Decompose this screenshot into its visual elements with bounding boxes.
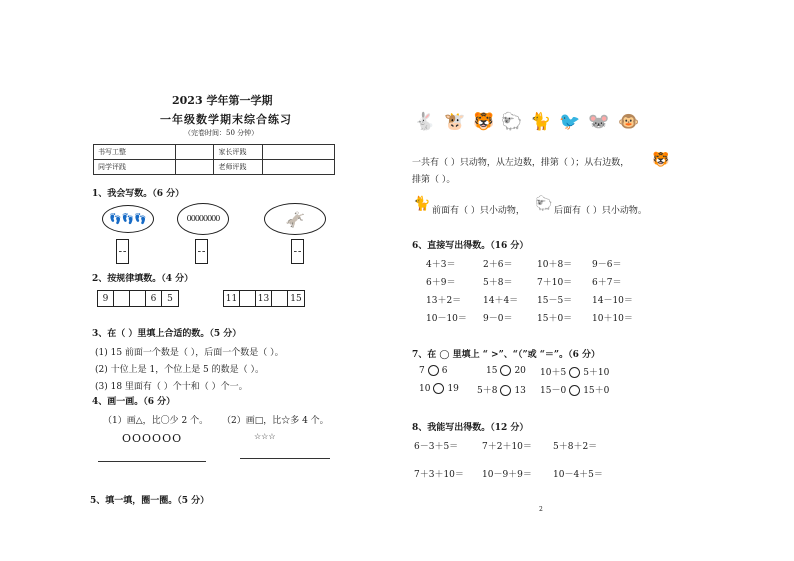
q6-item: 6＋7＝ [592, 278, 622, 288]
seq-cell[interactable]: 11 [224, 291, 240, 306]
donkey-icon: 🫏 [285, 209, 305, 229]
q4-title: 4、画一画。（6 分） [92, 397, 176, 407]
seq-cell[interactable]: 9 [98, 291, 114, 306]
q7-row-1-a [419, 365, 447, 376]
q6-item: 10＋8＝ [537, 260, 573, 270]
q8-item: 7＋3＋10＝ [414, 470, 464, 480]
q6-item: 4＋3＝ [426, 260, 456, 270]
q7-left: 5＋8 [477, 386, 498, 396]
seq-cell[interactable]: 13 [256, 291, 272, 306]
footprints-icon: 👣👣👣 [109, 213, 147, 225]
q7-row-2-b [477, 383, 526, 396]
score-cell[interactable] [175, 145, 214, 160]
q8-item: 10－9＋9＝ [482, 470, 532, 480]
exam-time: （完卷时间：50 分钟） [184, 129, 259, 137]
exam-title-subject: 一年级数学期末综合练习 [160, 113, 292, 126]
drawing-line-1[interactable] [98, 461, 206, 462]
star-shapes: ☆☆☆ [254, 432, 276, 441]
sequence-1 [97, 290, 179, 307]
q7-row-1-c [540, 365, 609, 378]
score-table [93, 144, 335, 175]
page-number: 2 [539, 506, 543, 513]
q7-right: 13 [514, 386, 526, 396]
beads-icon: 00000000 [186, 214, 220, 223]
score-label-classmate: 同学评践 [94, 160, 176, 175]
answer-box-2[interactable] [195, 239, 208, 264]
seq-cell[interactable]: 15 [290, 293, 302, 304]
answer-box-3[interactable] [291, 239, 304, 264]
q6-item: 7＋10＝ [537, 278, 573, 288]
q7-left: 15－0 [540, 386, 567, 396]
count-line: 一共有（ ）只动物，从左边数，排第（ ）；从右边数， [412, 158, 630, 168]
q6-item: 9－0＝ [483, 314, 513, 324]
q8-item: 5＋8＋2＝ [553, 442, 598, 452]
score-label-handwriting: 书写工整 [94, 145, 176, 160]
seq-cell[interactable] [240, 291, 256, 306]
rank-line: 排第（ ）。 [412, 175, 456, 185]
q6-item: 15－5＝ [537, 296, 573, 306]
q7-right: 15＋0 [583, 386, 610, 396]
exam-title-term: 2023 学年第一学期 [172, 94, 273, 107]
q1-title: 1、我会写数。（6 分） [92, 189, 185, 199]
donkey-group [264, 203, 326, 235]
footprints-group [102, 205, 154, 233]
compare-circle[interactable] [569, 385, 580, 396]
seq-cell[interactable] [130, 291, 146, 306]
q3-line-3: (3) 18 里面有（ ）个十和（ ）个一。 [95, 382, 248, 392]
score-label-parent: 家长评践 [214, 145, 262, 160]
answer-box-1[interactable] [116, 239, 129, 264]
q2-title: 2、按规律填数。（4 分） [92, 274, 194, 284]
sheep-small-icon: 🐑 [535, 196, 553, 212]
q7-left: 10 [419, 384, 431, 394]
compare-circle[interactable] [500, 385, 511, 396]
q6-item: 14－10＝ [592, 296, 633, 306]
q8-item: 6－3＋5＝ [414, 442, 459, 452]
bird-icon: 🐦 [559, 112, 581, 132]
q6-item: 2＋6＝ [483, 260, 513, 270]
q5-title: 5、填一填，圈一圈。（5 分） [90, 496, 210, 506]
q7-left: 7 [419, 366, 425, 376]
circle-shapes: OOOOOO [122, 432, 183, 445]
q7-left: 15 [486, 366, 498, 376]
compare-circle[interactable] [433, 383, 444, 394]
score-cell[interactable] [175, 160, 214, 175]
q6-item: 14＋4＝ [483, 296, 519, 306]
cat-icon: 🐈 [530, 112, 552, 132]
q7-right: 19 [447, 384, 459, 394]
compare-circle[interactable] [569, 367, 580, 378]
mouse-icon: 🐭 [588, 112, 610, 132]
q7-right: 5＋10 [583, 368, 610, 378]
q6-item: 9－6＝ [592, 260, 622, 270]
score-cell[interactable] [262, 160, 334, 175]
q6-item: 6＋9＝ [426, 278, 456, 288]
q7-row-2-c [540, 383, 609, 396]
score-label-teacher: 老师评践 [214, 160, 262, 175]
q3-title: 3、在（ ）里填上合适的数。（5 分） [92, 329, 242, 339]
before-text: 前面有（ ）只小动物， [432, 206, 525, 216]
tiger-small-icon: 🐯 [652, 152, 670, 168]
beads-group [177, 203, 229, 235]
q8-item: 7＋2＋10＝ [482, 442, 532, 452]
after-text: 后面有（ ）只小动物。 [554, 206, 647, 216]
q6-item: 10－10＝ [426, 314, 467, 324]
q7-right: 20 [514, 366, 526, 376]
q7-row-2-a [419, 383, 459, 394]
q7-left: 10＋5 [540, 368, 567, 378]
seq-cell[interactable]: 5 [167, 293, 173, 304]
q6-item: 13＋2＝ [426, 296, 462, 306]
cat-small-icon: 🐈 [413, 196, 431, 212]
q8-title: 8、我能写出得数。（12 分） [412, 423, 529, 433]
q3-line-2: (2) 十位上是 1，个位上是 5 的数是（ ）。 [95, 365, 265, 375]
q8-item: 10－4＋5＝ [553, 470, 603, 480]
rabbit-icon: 🐇 [414, 112, 436, 132]
drawing-line-2[interactable] [240, 458, 330, 459]
q4-part-2: （2）画□，比☆多 4 个。 [222, 416, 329, 426]
cow-icon: 🐮 [444, 112, 466, 132]
sheep-icon: 🐑 [501, 112, 523, 132]
score-cell[interactable] [262, 145, 334, 160]
q6-item: 5＋8＝ [483, 278, 513, 288]
q6-item: 10＋10＝ [592, 314, 633, 324]
seq-cell[interactable] [114, 291, 130, 306]
compare-circle[interactable] [428, 365, 439, 376]
q7-row-1-b [486, 365, 526, 376]
seq-cell[interactable]: 6 [146, 291, 162, 306]
q3-line-1: (1) 15 前面一个数是（ ），后面一个数是（ ）。 [95, 348, 284, 358]
q6-title: 6、直接写出得数。（16 分） [412, 241, 529, 251]
q7-right: 6 [441, 366, 448, 376]
seq-cell[interactable] [272, 291, 288, 306]
monkey-icon: 🐵 [618, 112, 640, 132]
sequence-2 [223, 290, 305, 307]
q4-part-1: （1）画△，比〇少 2 个。 [103, 416, 209, 426]
tiger-icon: 🐯 [473, 112, 495, 132]
compare-circle[interactable] [500, 365, 511, 376]
q7-title: 7、在 ◯ 里填上 “ >”、“（”或 “＝”。（6 分） [412, 350, 600, 360]
q6-item: 15＋0＝ [537, 314, 573, 324]
